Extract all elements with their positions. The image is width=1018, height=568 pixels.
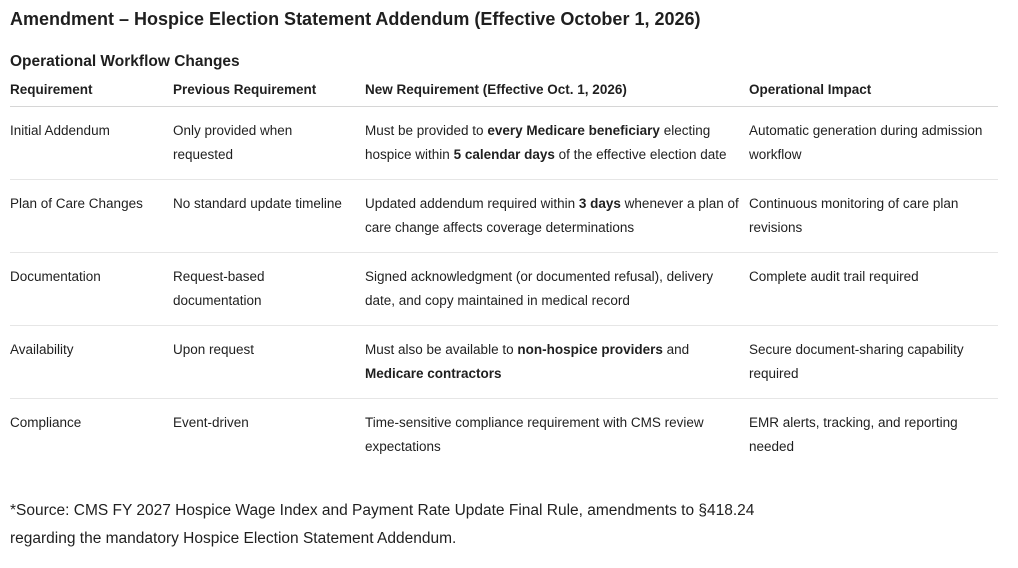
cell-new-text: Time-sensitive compliance requirement with CMS review expectations [365,415,704,454]
table-row [10,180,998,253]
column-header-previous: Previous Requirement [173,78,365,107]
cell-previous: Upon request [173,326,365,399]
cell-new-text: and [662,342,690,357]
column-header-new: New Requirement (Effective Oct. 1, 2026) [365,78,749,107]
cell-new-text: Must also be available to [365,342,518,357]
cell-new-emphasis: 3 days [578,196,621,211]
cell-previous: Event-driven [173,415,249,430]
cell-new [365,253,749,326]
cell-requirement: Initial Addendum [10,107,173,180]
cell-requirement: Compliance [10,415,82,430]
cell-previous: Request-based documentation [173,253,365,326]
table-row [10,326,998,399]
page-title: Amendment – Hospice Election Statement Addendum (Effective October 1, 2026) [10,9,701,29]
cell-new-text: of the effective election date [554,147,727,162]
cell-impact: Secure document-sharing capability required [749,326,998,399]
table-row [10,399,998,472]
cell-new [365,399,749,472]
cell-new-emphasis: 5 calendar days [453,147,555,162]
cell-new-text: Must be provided to [365,123,488,138]
cell-new-text: Signed acknowledgment (or documented refusal), delivery date, and copy maintained in medical record [365,269,714,308]
cell-requirement: Availability [10,326,173,399]
cell-impact: Continuous monitoring of care plan revisions [749,180,998,253]
cell-impact: Automatic generation during admission workflow [749,107,998,180]
cell-impact: EMR alerts, tracking, and reporting needed [749,415,958,454]
column-header-requirement: Requirement [10,78,173,107]
cell-requirement: Documentation [10,253,173,326]
source-line-2: regarding the mandatory Hospice Election Statement Addendum. [10,530,457,547]
table-header-row [10,78,998,107]
column-header-impact: Operational Impact [749,78,998,107]
cell-new [365,107,749,180]
cell-impact: Complete audit trail required [749,253,998,326]
cell-new [365,180,749,253]
cell-new-text: Updated addendum required within [365,196,579,211]
cell-new-emphasis: non-hospice providers [517,342,663,357]
cell-new [365,326,749,399]
table-row [10,107,998,180]
cell-new-emphasis: every Medicare beneficiary [487,123,660,138]
cell-previous: No standard update timeline [173,180,365,253]
cell-requirement: Plan of Care Changes [10,180,173,253]
table-row [10,253,998,326]
cell-new-emphasis: Medicare contractors [365,366,502,381]
source-line-1: *Source: CMS FY 2027 Hospice Wage Index and Payment Rate Update Final Rule, amendments to §418.24 [10,502,755,519]
cell-new-text: whenever a plan of care change affects coverage determinations [365,196,739,235]
cell-previous: Only provided when requested [173,107,365,180]
source-footnote [10,497,810,553]
workflow-table [10,78,998,471]
cell-new-text: electing hospice within [365,123,711,162]
section-heading: Operational Workflow Changes [10,53,240,70]
